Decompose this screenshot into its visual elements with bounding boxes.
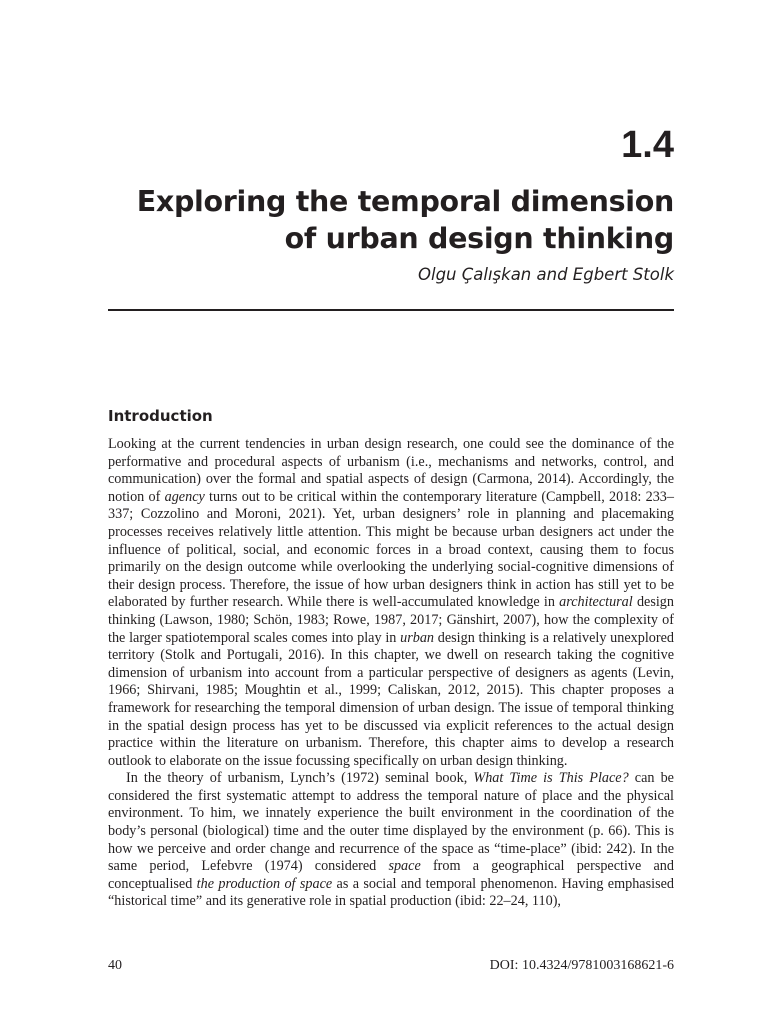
paragraph-2 (108, 770, 674, 911)
paragraph-2-text-c: from a geographical perspective and conceptualised (108, 858, 674, 892)
paragraph-1-text-c: design thinking (Lawson, 1980; Schön, 1983; Rowe, 1987, 2017; Gänshirt, 2007), how the complexity of the larger spatiotemporal scales comes into play in (108, 594, 674, 646)
paragraph-2-italic-production-of-space: the production of space (196, 875, 333, 892)
paragraph-1-text-b: turns out to be critical within the contemporary literature (Campbell, 2018: 233–337; Cozzolino and Moroni, 2021). Yet, urban designers’ role in planning and placemaking processes receives relatively little attention. This might be because urban designers act under the influence of political, social, and economic forces in a broad context, causing them to focus primarily on the design outcome while overlooking the underlying social-cognitive dimensions of their design process. Therefore, the issue of how urban designers think in action has still yet to be elaborated by further research. While there is well-accumulated knowledge in (108, 488, 674, 611)
paragraph-1-italic-architectural: architectural (559, 594, 633, 611)
doi-footer: DOI: 10.4324/9781003168621-6 (489, 958, 674, 973)
section-heading: Introduction (108, 407, 213, 425)
paragraph-1-italic-urban: urban (400, 629, 435, 646)
chapter-title (74, 183, 674, 257)
paragraph-1-italic-agency: agency (164, 488, 205, 505)
paragraph-2-italic-book-title: What Time is This Place? (473, 770, 629, 787)
paragraph-2-italic-space: space (388, 858, 421, 875)
paragraph-1-text-a: Looking at the current tendencies in urban design research, one could see the dominance of the performative and procedural aspects of urbanism (i.e., mechanisms and networks, control, and communication) over the formal and spatial aspects of design (Carmona, 2014). Accordingly, the notion of (108, 436, 674, 505)
chapter-authors: Olgu Çalışkan and Egbert Stolk (418, 265, 674, 284)
chapter-title-line-1: Exploring the temporal dimension (136, 185, 674, 218)
paragraph-2-text-a: In the theory of urbanism, Lynch’s (1972) seminal book, (126, 770, 474, 787)
paragraph-1-text-d: design thinking is a relatively unexplored territory (Stolk and Portugali, 2016). In this chapter, we dwell on research taking the cognitive dimension of urbanism into account from a particular perspective of designers as agents (Levin, 1966; Shirvani, 1985; Moughtin et al., 1999; Caliskan, 2012, 2015). This chapter proposes a framework for researching the temporal dimension of urban design. The issue of temporal thinking in the spatial design process has yet to be discussed via explicit references to the actual design practice within the literature on urbanism. Therefore, this chapter aims to develop a research outlook to elaborate on the issue focussing specifically on urban design thinking. (108, 629, 674, 769)
paragraph-1 (108, 436, 674, 770)
chapter-title-line-2: of urban design thinking (284, 222, 674, 255)
chapter-number: 1.4 (621, 124, 674, 166)
title-divider (108, 309, 674, 311)
paragraph-2-text-b: can be considered the first systematic attempt to address the temporal nature of place and the physical environment. To him, we innately experience the built environment in the coordination of the body’s personal (biological) time and the outer time displayed by the environment (p. 66). This is how we perceive and order change and recurrence of the space as “time-place” (ibid: 242). In the same period, Lefebvre (1974) considered (108, 770, 674, 875)
paragraph-2-text-d: as a social and temporal phenomenon. Having emphasised “historical time” and its generative role in spatial production (ibid: 22–24, 110), (108, 875, 674, 910)
body-text (108, 436, 674, 911)
page-number: 40 (108, 958, 122, 973)
